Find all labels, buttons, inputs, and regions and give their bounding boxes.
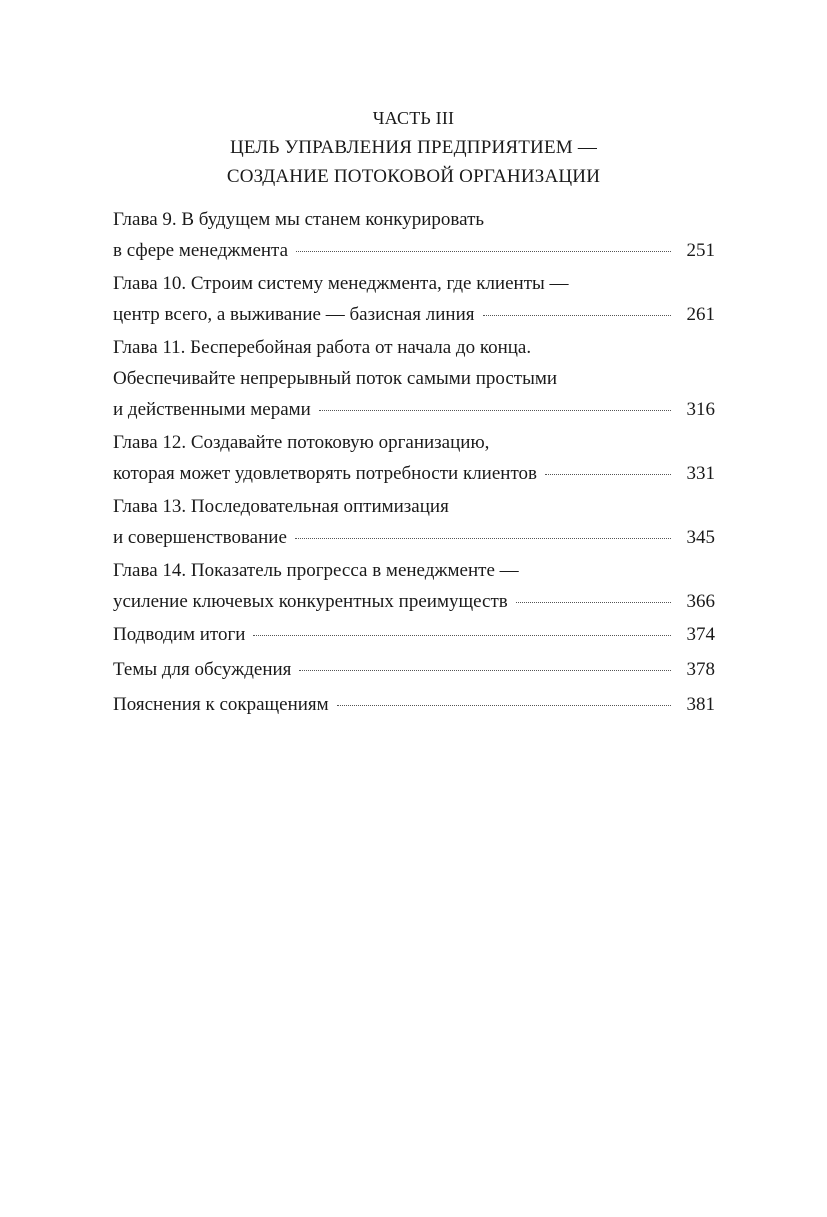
- toc-entry-text: и совершенствование: [113, 527, 287, 548]
- dot-leader: [483, 315, 672, 316]
- toc-entry-text: и действенными мерами: [113, 399, 311, 420]
- toc-entry-text: усиление ключевых конкурентных преимуществ: [113, 591, 508, 612]
- page-number: 366: [686, 591, 715, 612]
- toc-entry-text: в сфере менеджмента: [113, 240, 289, 261]
- toc-entry-text: Глава 14. Показатель прогресса в менеджменте —: [113, 560, 519, 581]
- part-label: ЧАСТЬ III: [372, 108, 455, 128]
- page-number: 381: [686, 694, 715, 715]
- toc-entry-chapter-9[interactable]: [113, 204, 715, 266]
- toc-entry-text: Глава 11. Бесперебойная работа от начала до конца.: [113, 337, 532, 358]
- dot-leader: [299, 670, 671, 671]
- toc-entry-text: Темы для обсуждения: [113, 659, 292, 680]
- toc-entry-summary[interactable]: [113, 619, 715, 650]
- dot-leader: [545, 474, 671, 475]
- toc-entry-text: Глава 13. Последовательная оптимизация: [113, 496, 449, 517]
- page-number: 345: [686, 527, 715, 548]
- toc-entry-chapter-13[interactable]: [113, 491, 715, 553]
- page-number: 378: [686, 659, 715, 680]
- toc-entry-text: Обеспечивайте непрерывный поток самыми простыми: [113, 368, 558, 389]
- toc-entry-text: Глава 12. Создавайте потоковую организацию,: [113, 432, 490, 453]
- toc-entry-abbreviations[interactable]: [113, 689, 715, 720]
- toc-entry-text: Глава 9. В будущем мы станем конкурировать: [113, 209, 485, 230]
- toc-entry-chapter-11[interactable]: [113, 332, 715, 425]
- part-title-line-1: ЦЕЛЬ УПРАВЛЕНИЯ ПРЕДПРИЯТИЕМ —: [229, 137, 598, 158]
- page-number: 331: [686, 463, 715, 484]
- toc-entry-chapter-14[interactable]: [113, 555, 715, 617]
- toc-entry-discussion-topics[interactable]: [113, 654, 715, 685]
- page-number: 251: [686, 240, 715, 261]
- dot-leader: [319, 410, 671, 411]
- toc-entry-text: Глава 10. Строим систему менеджмента, где клиенты —: [113, 273, 569, 294]
- dot-leader: [296, 251, 671, 252]
- dot-leader: [337, 705, 671, 706]
- part-header: [0, 104, 827, 191]
- toc-entry-chapter-12[interactable]: [113, 427, 715, 489]
- dot-leader: [516, 602, 671, 603]
- dot-leader: [253, 635, 671, 636]
- toc-entry-text: Пояснения к сокращениям: [113, 694, 329, 715]
- page-number: 261: [686, 304, 715, 325]
- toc-entry-chapter-10[interactable]: [113, 268, 715, 330]
- part-title-line-2: СОЗДАНИЕ ПОТОКОВОЙ ОРГАНИЗАЦИИ: [226, 166, 601, 187]
- page-number: 316: [686, 399, 715, 420]
- toc-entry-text: Подводим итоги: [113, 624, 246, 645]
- page-number: 374: [686, 624, 715, 645]
- dot-leader: [295, 538, 671, 539]
- toc-entry-text: центр всего, а выживание — базисная линия: [113, 304, 475, 325]
- table-of-contents: [113, 204, 715, 724]
- toc-entry-text: которая может удовлетворять потребности клиентов: [113, 463, 537, 484]
